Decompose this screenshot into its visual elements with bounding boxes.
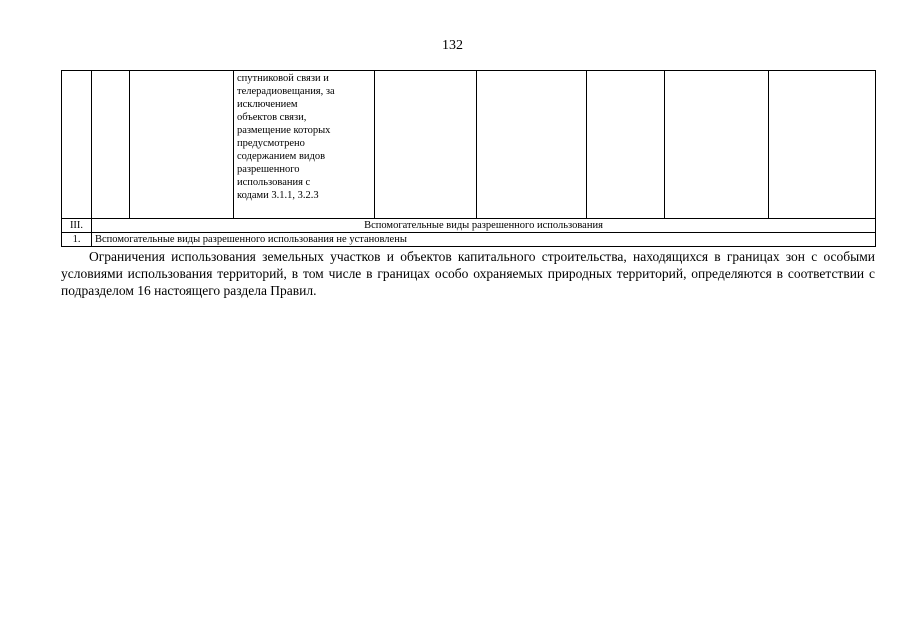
- table-cell-empty: [92, 71, 130, 219]
- table-cell-empty: [62, 71, 92, 219]
- page-number: 132: [442, 38, 463, 53]
- table-row-continuation: [62, 71, 876, 219]
- table-row-item: [62, 233, 876, 247]
- table-cell-empty: [375, 71, 477, 219]
- land-use-table: [61, 70, 876, 247]
- table-cell-empty: [769, 71, 876, 219]
- table-cell-empty: [130, 71, 234, 219]
- restrictions-paragraph: Ограничения использования земельных участков и объектов капитального строительства, находящихся в границах зон с особыми условиями использования территорий, в том числе в границах особо охраняемых природных территорий, определяются в соответствии с подразделом 16 настоящего раздела Правил.: [61, 249, 875, 298]
- table-cell-empty: [587, 71, 665, 219]
- item-text: Вспомогательные виды разрешенного использования не установлены: [92, 233, 876, 247]
- table-row-section-heading: [62, 219, 876, 233]
- table-cell-empty: [477, 71, 587, 219]
- use-description-text: спутниковой связи и телерадиовещания, за исключением объектов связи, размещение которых предусмотрено содержанием видов разрешенного использования с кодами 3.1.1, 3.2.3: [237, 73, 335, 201]
- section-title: Вспомогательные виды разрешенного использования: [92, 219, 876, 233]
- item-number: 1.: [62, 233, 92, 247]
- table-cell-description: [234, 71, 375, 219]
- section-number: III.: [62, 219, 92, 233]
- table-cell-empty: [665, 71, 769, 219]
